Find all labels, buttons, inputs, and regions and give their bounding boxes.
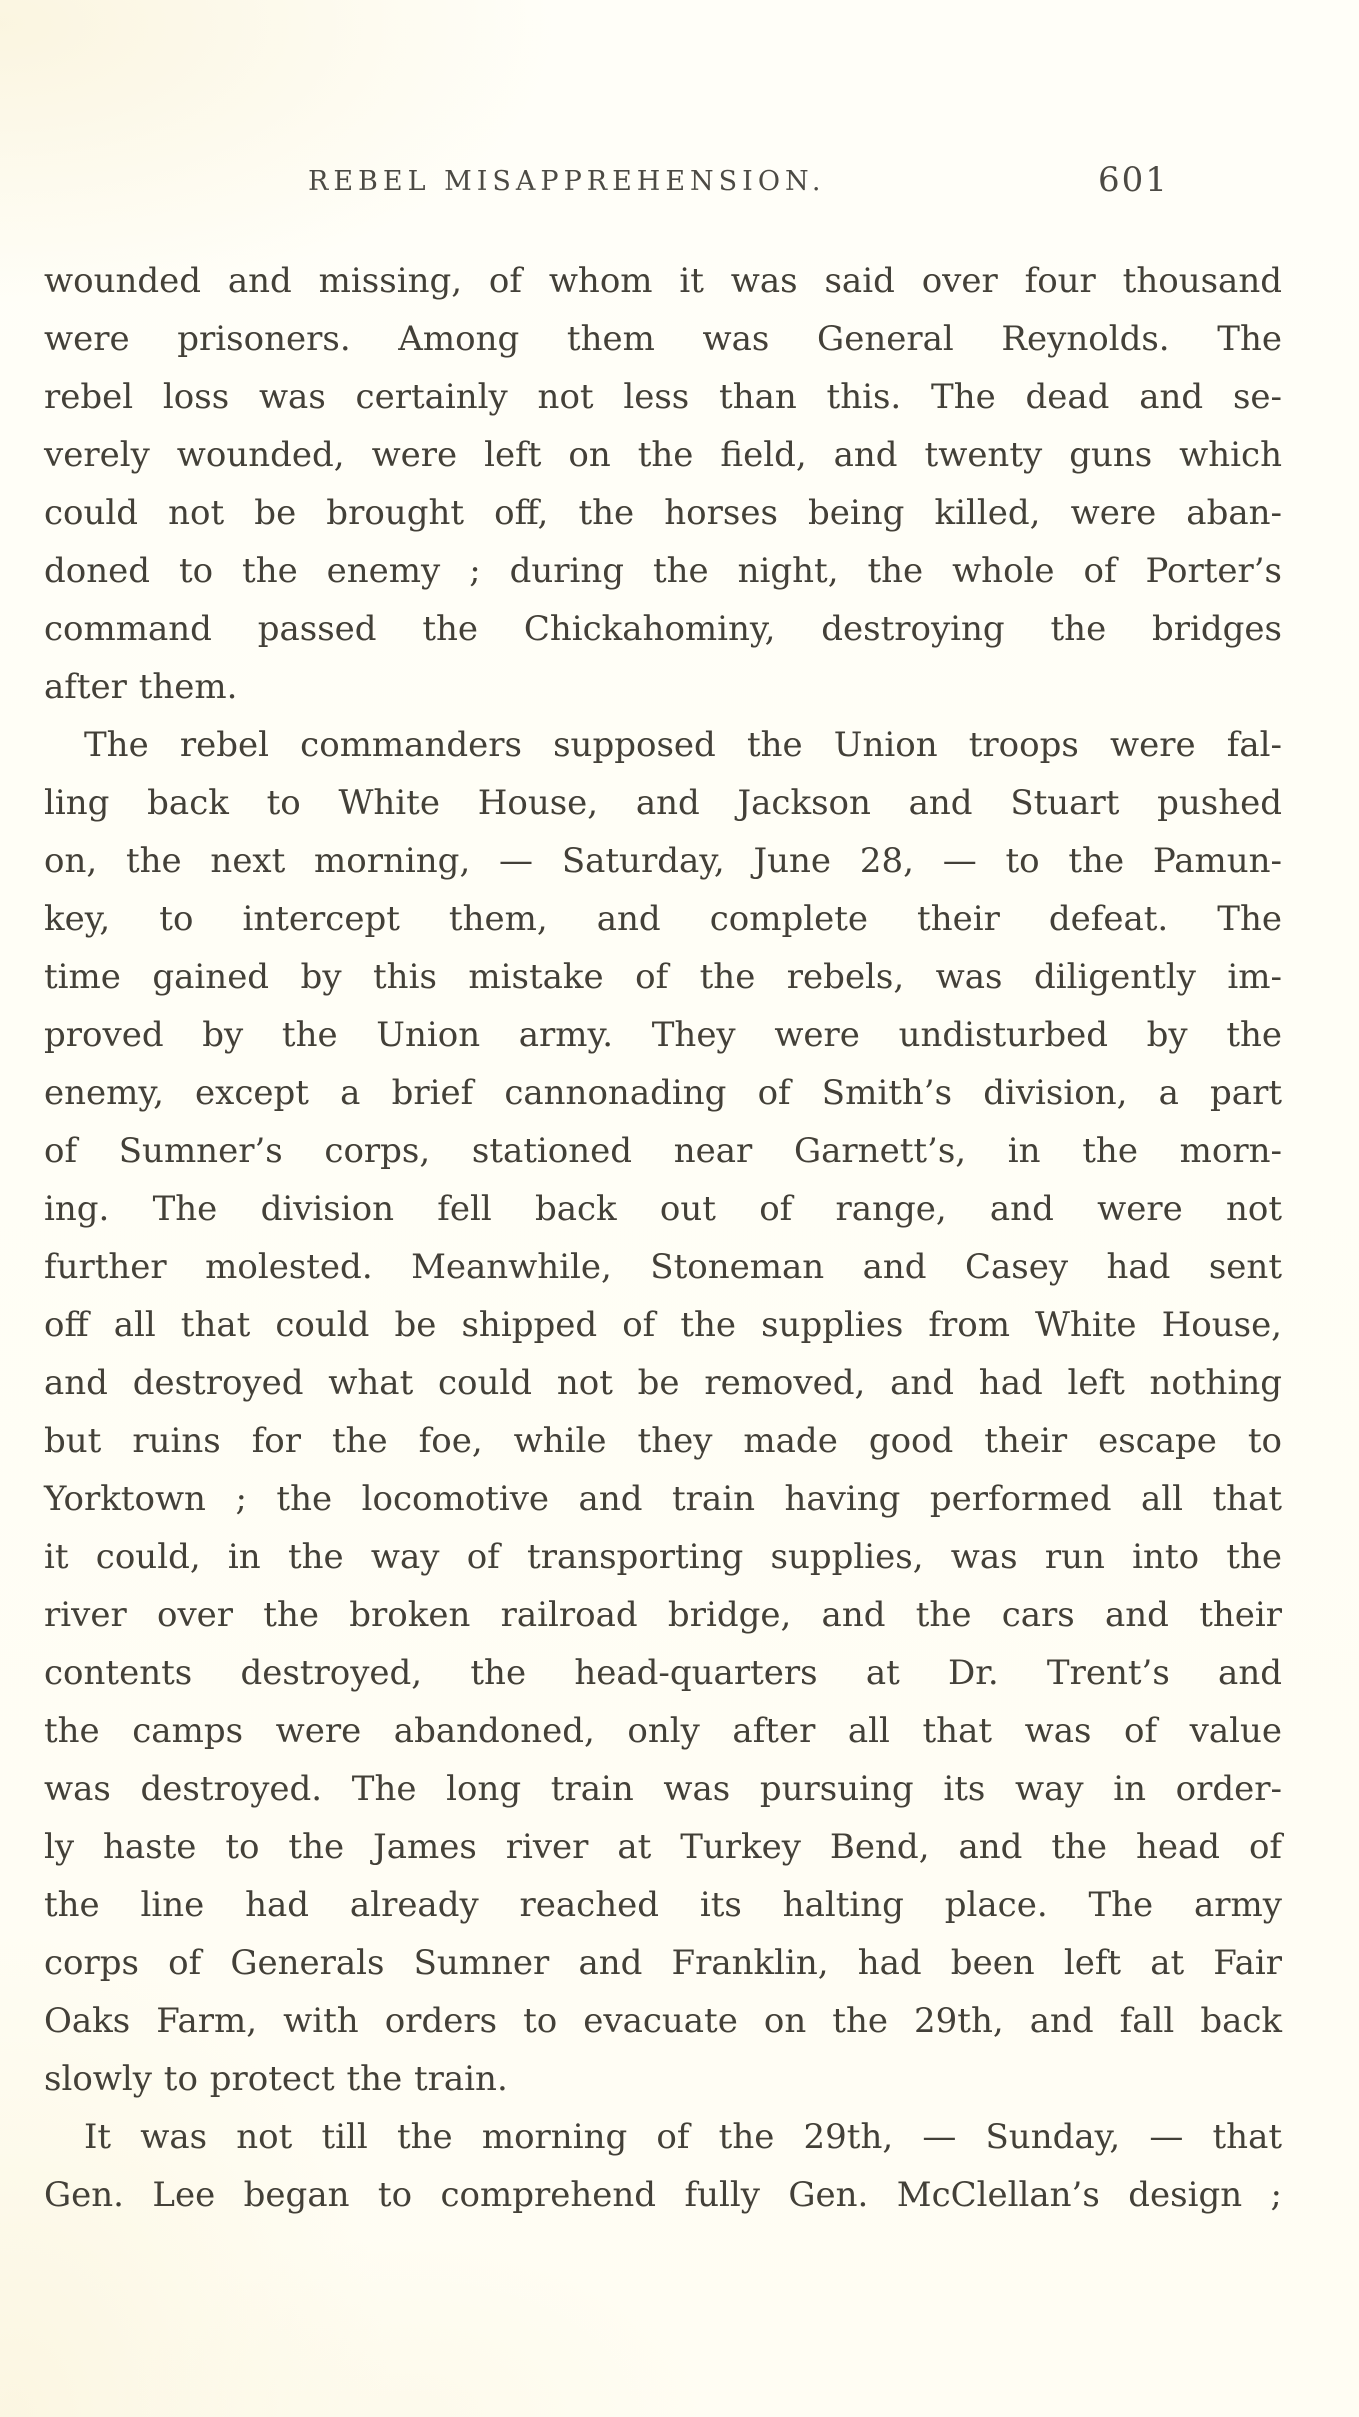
text-line: off all that could be shipped of the supplies from White House, bbox=[44, 1305, 1282, 1345]
text-line: river over the broken railroad bridge, and the cars and their bbox=[44, 1595, 1282, 1635]
text-line: but ruins for the foe, while they made good their escape to bbox=[44, 1421, 1282, 1461]
text-line: Gen. Lee began to comprehend fully Gen. McClellan’s design ; bbox=[44, 2175, 1282, 2215]
text-line: enemy, except a brief cannonading of Smith’s division, a part bbox=[44, 1073, 1282, 1113]
text-line: It was not till the morning of the 29th, — Sunday, — that bbox=[84, 2117, 1282, 2157]
text-line: the camps were abandoned, only after all that was of value bbox=[44, 1711, 1282, 1751]
text-line: The rebel commanders supposed the Union troops were fal- bbox=[84, 725, 1282, 765]
text-line: on, the next morning, — Saturday, June 28, — to the Pamun- bbox=[44, 841, 1282, 881]
running-head bbox=[0, 160, 1359, 204]
text-line: could not be brought off, the horses being killed, were aban- bbox=[44, 493, 1282, 533]
running-head-title: REBEL MISAPPREHENSION. bbox=[308, 166, 826, 197]
text-line: of Sumner’s corps, stationed near Garnett’s, in the morn- bbox=[44, 1131, 1282, 1171]
text-line: it could, in the way of transporting supplies, was run into the bbox=[44, 1537, 1282, 1577]
text-line: rebel loss was certainly not less than this. The dead and se- bbox=[44, 377, 1282, 417]
text-line: contents destroyed, the head-quarters at Dr. Trent’s and bbox=[44, 1653, 1282, 1693]
text-line: the line had already reached its halting place. The army bbox=[44, 1885, 1282, 1925]
page-number: 601 bbox=[1098, 160, 1169, 200]
text-line: verely wounded, were left on the field, and twenty guns which bbox=[44, 435, 1282, 475]
text-line: ling back to White House, and Jackson and Stuart pushed bbox=[44, 783, 1282, 823]
text-line: were prisoners. Among them was General Reynolds. The bbox=[44, 319, 1282, 359]
text-line: Yorktown ; the locomotive and train having performed all that bbox=[44, 1479, 1282, 1519]
text-line: and destroyed what could not be removed, and had left nothing bbox=[44, 1363, 1282, 1403]
text-line: after them. bbox=[44, 667, 238, 707]
text-line: ly haste to the James river at Turkey Bend, and the head of bbox=[44, 1827, 1282, 1867]
page-text bbox=[44, 252, 1282, 2224]
text-line: was destroyed. The long train was pursuing its way in order- bbox=[44, 1769, 1282, 1809]
text-line: slowly to protect the train. bbox=[44, 2059, 508, 2099]
text-line: command passed the Chickahominy, destroying the bridges bbox=[44, 609, 1282, 649]
text-line: time gained by this mistake of the rebels, was diligently im- bbox=[44, 957, 1282, 997]
text-line: wounded and missing, of whom it was said over four thousand bbox=[44, 261, 1282, 301]
text-line: ing. The division fell back out of range, and were not bbox=[44, 1189, 1282, 1229]
text-line: further molested. Meanwhile, Stoneman and Casey had sent bbox=[44, 1247, 1282, 1287]
text-line: key, to intercept them, and complete their defeat. The bbox=[44, 899, 1282, 939]
text-line: Oaks Farm, with orders to evacuate on the 29th, and fall back bbox=[44, 2001, 1282, 2041]
text-line: corps of Generals Sumner and Franklin, had been left at Fair bbox=[44, 1943, 1282, 1983]
text-line: proved by the Union army. They were undisturbed by the bbox=[44, 1015, 1282, 1055]
text-line: doned to the enemy ; during the night, the whole of Porter’s bbox=[44, 551, 1282, 591]
